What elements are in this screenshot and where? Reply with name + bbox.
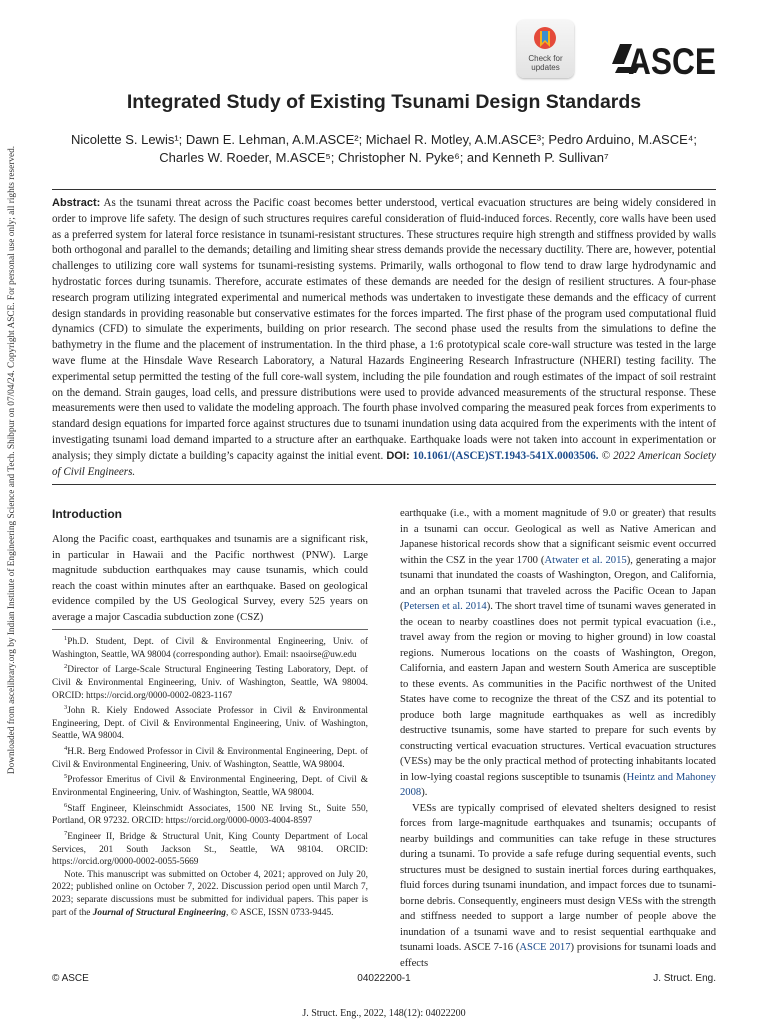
asce-logo — [612, 38, 716, 82]
authors-line-1: Nicolette S. Lewis¹; Dawn E. Lehman, A.M.ASCE²; Michael R. Motley, A.M.ASCE³; Pedro Arduino, M.ASCE⁴; — [71, 132, 697, 147]
footer-journal: J. Struct. Eng. — [653, 973, 716, 984]
bookmark-icon — [533, 26, 557, 52]
logo-text: ASCE — [628, 41, 716, 82]
citation-link[interactable]: Petersen et al. 2014 — [403, 601, 487, 612]
abstract-top-rule — [52, 189, 716, 190]
badge-line-1: Check for — [528, 54, 563, 63]
authors-line-2: Charles W. Roeder, M.ASCE⁵; Christopher N. Pyke⁶; and Kenneth P. Sullivan⁷ — [159, 150, 609, 165]
footnote: $^7$Engineer II, Bridge & Structural Unit, King County Department of Local Services, 201 South Jackson St., Seattle, WA 98104. ORCID: https://orcid.org/0000-0002-0055-5669 — [52, 829, 368, 868]
paragraph: VESs are typically comprised of elevated shelters designed to resist forces from large-magnitude earthquakes and tsunamis; occupants of nearby buildings and communities can take refuge in these structures during a tsunami. To provide a safe refuge during sequential events, such structures must be designed to sustain inertial forces during earthquakes, fluid forces during tsunami inundation, and impact forces due to tsunami-borne debris. Consequently, engineers must design VESs with the strength and stiffness needed to support a large number of people above the inundation of a tsunami wave and to resist sequential earthquake and tsunami loads. ASCE 7-16 (ASCE 2017) provisions for tsunami loads and effects — [400, 802, 717, 969]
footnote: $^3$John R. Kiely Endowed Associate Professor in Civil & Environmental Engineering, Dept. of Civil & Environmental Engineering, Univ. of Washington, Seattle, WA 98004. — [52, 704, 368, 742]
submission-note: Note. This manuscript was submitted on October 4, 2021; approved on July 20, 2022; published online on October 7, 2022. Discussion period open until March 7, 2023; separate discussions must be submitted for individual papers. This paper is part of the Journal of Structural Engineering, © ASCE, ISSN 0733-9445. — [52, 869, 368, 918]
footnote: $^5$Professor Emeritus of Civil & Environmental Engineering, Dept. of Civil & Environmental Engineering, Univ. of Washington, Seattle, WA 98004. — [52, 773, 368, 799]
footnote: $^4$H.R. Berg Endowed Professor in Civil & Environmental Engineering, Dept. of Civil & Environmental Engineering, Univ. of Washington, Seattle, WA 98004. — [52, 745, 368, 770]
footnotes — [52, 633, 368, 919]
doi-link[interactable]: 10.1061/(ASCE)ST.1943-541X.0003506. — [412, 449, 599, 462]
doi-label: DOI: — [386, 449, 410, 462]
right-column-body — [400, 506, 716, 971]
abstract-bottom-rule — [52, 484, 716, 485]
footnote-rule — [52, 629, 368, 630]
citation-link[interactable]: Atwater et al. 2015 — [544, 554, 627, 566]
abstract-copyright: © 2022 American Society of Civil Engineers. — [52, 449, 717, 478]
citation-link[interactable]: ASCE 2017 — [519, 942, 571, 953]
footnote: $^6$Staff Engineer, Kleinschmidt Associates, 1500 NE Irving St., Suite 550, Portland, OR 97232. ORCID: https://orcid.org/0000-0003-4004-8597 — [52, 801, 368, 827]
citation-link[interactable]: Heintz and Mahoney 2008 — [400, 771, 716, 798]
footer-copyright: © ASCE — [52, 973, 89, 984]
abstract-text: As the tsunami threat across the Pacific coast becomes better understood, vertical evacuation structures are being widely considered in order to improve life safety. The design of such structures requires careful consideration of fluid-induced forces. Recently, core walls have been used as a preferred system for lateral force resistance in tsunami-resistant structures. These structures require high strength and stiffness provided by walls both orthogonal and parallel to the demands; detailing and limiting shear stress demands provide the necessary ductility. There are, however, potential challenges to utilizing core wall systems for tsunami-resisting systems. Primarily, walls orthogonal to flow tend to draw large hydrodynamic and hydrostatic forces during tsunamis. Therefore, accurate estimates of these demands are needed for the design of resilient structures. A four-phase research program utilizing integrated experimental and numerical methods was undertaken to investigate these demands and the efficacy of current design standards in providing reasonable but conservative estimates for the forces imparted. The first phase of the program used computational fluid dynamics (CFD) to simulate the experiments, building on prior research. The second phase used the results from the simulations to define the bathymetry in the flume and the placement of instrumentation. In the third phase, a 1:6 prototypical scale core-wall structure was tested in the large wave flume at the Hinsdale Wave Research Laboratory, a Natural Hazards Engineering Research Infrastructure (NHERI) testing facility. The experimental setup permitted the testing of the full core-wall system, including the pile foundation and rough estimates of the impact of soil restraint on the demand. Strain gauges, load cells, and pressure distributions were used to provide advanced measurements of the structural response. These measurements were then used to validate the modeling approach. The fourth phase involved comparing the measured peak forces from experiments to standard design equations for imparted force against structures due to tsunami inundation using data acquired from the experiments with the intent of investigating tsunami load demand imparted to a structure after an earthquake. Earthquake loads were not taken into account in experimentation or analysis; they simply dictate a building’s capacity against the initial event. — [52, 197, 716, 462]
abstract-label: Abstract: — [52, 197, 101, 209]
download-watermark: Downloaded from ascelibrary.org by Indian Institute of Engineering Science and Tech. Shibpur on 07/04/24. Copyright ASCE. For personal use only; all rights reserved. — [7, 145, 17, 775]
journal-citation: J. Struct. Eng., 2022, 148(12): 04022200 — [302, 1008, 466, 1019]
footnote: $^1$Ph.D. Student, Dept. of Civil & Environmental Engineering, Univ. of Washington, Seattle, WA 98004 (corresponding author). Email: nsaoirse@uw.edu — [52, 635, 368, 660]
section-heading-introduction: Introduction — [52, 507, 122, 521]
check-for-updates-badge[interactable] — [517, 20, 574, 78]
footer-page-id: 04022200-1 — [357, 973, 411, 984]
left-column-body: Along the Pacific coast, earthquakes and tsunamis are a significant risk, in particular in Hawaii and the Pacific northwest (PNW). Large magnitude subduction earthquakes may cause tsunamis, which could reach the coast within minutes after an earthquake. Based on geological evidence compiled by the US Geological Survey, every 525 years on average a major Cascadia subduction zone (CSZ) — [52, 533, 368, 623]
paper-title: Integrated Study of Existing Tsunami Design Standards — [126, 91, 642, 113]
footnote: $^2$Director of Large-Scale Structural Engineering Testing Laboratory, Dept. of Civil & Environmental Engineering, Univ. of Washington, Seattle, WA 98004. ORCID: https://orcid.org/0000-0002-0823-1167 — [52, 663, 368, 701]
badge-line-2: updates — [531, 63, 560, 72]
paragraph: earthquake (i.e., with a moment magnitude of 9.0 or greater) that results in a tsunami can occur. Geological as well as Native American and Japanese historical records show that a significant seismic event occurred within the CSZ in the year 1700 (Atwater et al. 2015), generating a major tsunami that inundated the coasts of Washington, Oregon, and California, and an orphan tsunami that traveled across the Pacific Ocean to Japan (Petersen et al. 2014). The short travel time of tsunami waves generated in the ocean to nearby coastlines does not permit typical evacuation (i.e., travel away from the region or moving to higher ground) in low coastal regions. Numerous locations on the coasts of Washington, Oregon, California, and eastern Japan and western South America are susceptible to these events. As communities in the Pacific northwest of the United States have come to recognize the threat of the CSZ and its potential to produce both large magnitude earthquakes as well as incredibly destructive tsunamis, some have started to prepare for such events by constructing vertical evacuation structures. Vertical evacuation structures (VESs) may be the only practical method of protecting inhabitants located in low-lying coastal regions susceptible to tsunamis (Heintz and Mahoney 2008). — [400, 508, 716, 798]
abstract-block — [52, 196, 716, 480]
